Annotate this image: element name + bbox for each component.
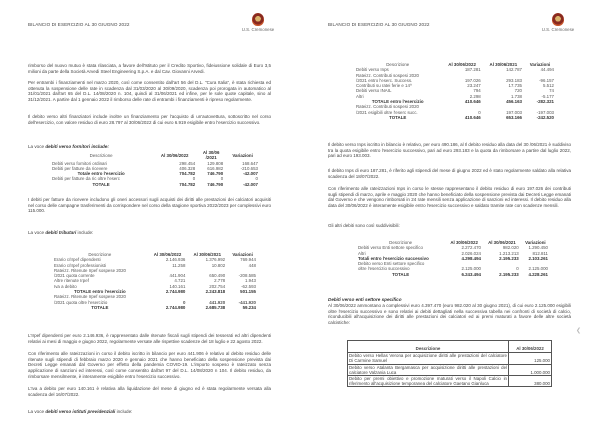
table-cell: 2.026.024 [461, 250, 481, 256]
previdenziali-note-2: Il debito Inps di euro 187.281, è riferito agli stipendi del mese di giugno 2022 ed è stato regolarmente saldato alla relativa scadenza del 18/07/2022. [328, 168, 571, 179]
table-row-total [354, 115, 556, 120]
table-cell: 44.494 [540, 67, 554, 73]
table-cell: Al 30/06/2021 [488, 240, 516, 245]
table-cell: 187.281 [464, 67, 481, 73]
table-cell: Al 30/06/2022 [450, 240, 478, 245]
table-cell: Rateizz. Contributi sospesi 2020 [356, 104, 419, 110]
tributari-note-1: L'Irpef dipendenti per euro 2.146.936, è rappresentato dalle ritenute fiscali sugli stipendi dei tesserati ed altri dipendenti relativi ai mesi di maggio e giugno 2022, regolarmente versate alle rispettive scadenze del 18 luglio e 22 agosto 2022. [28, 333, 271, 344]
table-cell: Debito verso Enti settore specifico [358, 261, 425, 267]
enti-detail-table [347, 340, 552, 387]
table-cell: Iva a debito [54, 283, 77, 289]
table-cell: TOTALE [392, 271, 410, 277]
previdenziali-note-4: Gli altri debiti sono così suddivisibili: [328, 223, 400, 228]
table-cell: Contributi su ratei ferie e 14^ [356, 83, 412, 89]
table-cell: -242.520 [536, 114, 554, 120]
table-cell: 197.003 [506, 109, 522, 115]
table-row [348, 364, 552, 375]
table-cell: Debito verso Hellas Verona per acquisizione diritti alle prestazioni del calciatore Di Carmine Samuel [349, 353, 507, 364]
table-cell: 6.243.494 [461, 271, 481, 277]
table-cell: 74 [549, 88, 554, 94]
table-cell: -282.321 [536, 99, 554, 105]
tributari-note-2: Con riferimento alle rateizzazioni in corso il debito iscritto in bilancio per euro 441.906 è relativo al debito residuo delle ritenute sugli stipendi di febbraio marzo 2020 e gennaio 2021 che hanno beneficiato della sospensione prevista dai Decreti Legge emanati dal Governo per effetto della pandemia COVID-19. L'importo sospeso è rateizzato senza applicazione di sanzioni ed interessi, così come consentito dall'art 97 del D.L. 14/08/2020 n 104. Il debito residuo, da rimborsare mensilmente, è interamente esigibile entro l'esercizio successivo. [28, 351, 271, 379]
table-cell: 2.103.261 [528, 255, 548, 261]
table-cell: 2.744.980 [165, 304, 186, 310]
club-name: U.S. Cremonese [241, 27, 275, 32]
enti-section-title: Debiti verso enti settore specifico [328, 297, 402, 302]
table-cell: 769.944 [240, 257, 256, 263]
table-cell: 298.454 [179, 160, 196, 166]
table-cell: 4.721 [174, 278, 186, 284]
table-cell: 441.920 [209, 299, 226, 305]
table-row [348, 341, 552, 353]
col-header: Al 30/06/2022 [160, 152, 189, 158]
table-cell: 650.490 [209, 273, 226, 279]
table-cell: 653.166 [506, 114, 522, 120]
table-cell: Altri [358, 250, 366, 256]
table-cell: 1.290.450 [528, 245, 548, 251]
table-cell: 5.512 [543, 83, 554, 89]
table-cell: 746.790 [207, 181, 224, 187]
fornitori-note: I debiti per fatture da ricevere includono gli oneri accessori sugli acquisti dei diritti alle prestazioni dei calciatori acquisiti nel corso delle campagne trasferimenti da corrispondere nel corso della stagione sportiva 2022/2023 per complessivi euro 115.000. [28, 197, 271, 214]
col-header: Variazioni [232, 152, 253, 158]
table-cell: TOTALE [91, 304, 109, 310]
col-header: Al 30/06/2022 [509, 341, 552, 353]
table-cell: /2021 entro l'eserc. Success. [356, 77, 413, 83]
table-cell: -5.177 [541, 93, 554, 99]
table-cell: TOTALE [92, 181, 110, 187]
table-cell: 501.155 [240, 289, 256, 295]
table-cell: oltre l'esercizio successivo [358, 266, 410, 272]
table-cell: Debiti per fatture da ric oltre l'eserc [52, 176, 120, 182]
table-cell: 2.685.738 [205, 304, 226, 310]
intro-paragraph-2: Per entrambi i finanziamenti nel marzo 2020, così come consentito dall'art 56 del D.L. "Cura Italia", è stata richiesta ed ottenuta la sospensione delle rate in scadenza dal 31/03/2020 al 30/09/2020, scadenza poi prorogata in automatico al 31/01/2021 dall'art 65 del D.L. 14/08/2020 n. 104, quindi al 31/06/2021 ed infine, per le sole quote capitale, sino al 31/12/2021. A partire dal 1 gennaio 2022 il rimborso delle rate di entrambi i finanziamenti è ripreso regolarmente. [28, 80, 271, 103]
tributari-table [52, 252, 258, 310]
table-cell: Erario c/Irpef dipendenti [54, 257, 101, 263]
table-cell: 23.247 [467, 83, 481, 89]
table-cell: 410.646 [464, 99, 481, 105]
table-cell: 0 [192, 176, 196, 182]
table-cell: 142.787 [506, 67, 522, 73]
table-cell: 2.272.470 [461, 245, 481, 251]
table-cell: Variazioni [525, 240, 546, 245]
table-cell: Debito verso Atalanta Bergamasca per acquisizione diritti alle prestazioni del calciatore Valzania Luca [349, 364, 507, 375]
table-cell: 202.754 [209, 283, 226, 289]
tributari-note-3: L'Iva a debito per euro 140.161 è relativa alla liquidazione del mese di giugno ed è stata regolarmente versata alla scadenza del 16/07/2022. [28, 386, 271, 397]
table-cell: 2.125.000 [461, 266, 481, 272]
table-cell: 2.125.000 [528, 266, 548, 272]
table-row [50, 150, 260, 161]
table-cell: 410.646 [464, 114, 481, 120]
page-turn-arrow-icon[interactable]: ❮ [576, 328, 582, 334]
table-cell: 2.744.980 [165, 289, 186, 295]
table-cell: 448 [248, 262, 256, 268]
table-cell: -441.920 [238, 299, 256, 305]
club-logo [540, 13, 576, 32]
table-cell: 10.802 [211, 262, 226, 268]
table-cell: 2.243.818 [205, 289, 226, 295]
table-cell: 456.163 [506, 99, 522, 105]
previdenziali-note-3: Con riferimento alle rateizzazioni Inps in corso le stesse rappresentano il debito residuo di euro 197.026 dei contributi sugli stipendi di marzo, aprile e maggio 2020 che hanno beneficiato della sospensione prevista dai Decreti Legge emanati dal Governo e che vengono rimborsati in 24 rate mensili senza applicazione di sanzioni ed interessi. Il debito residuo alla data del 30/06/2022 è interamente esigibile entro l'esercizio successivo e saldato tramite rate con scadenze mensili. [328, 186, 571, 209]
table-cell: 2.298 [469, 93, 481, 99]
table-cell: 168.647 [242, 160, 258, 166]
header-title: BILANCIO DI ESERCIZIO AL 30 GIUGNO 2022 [28, 22, 130, 27]
table-cell: -62.593 [241, 283, 256, 289]
crest-icon [552, 13, 564, 26]
table-cell: Al 30/06/2022 [448, 62, 476, 67]
table-cell: Debito per premi obiettivo e promozione maturati verso il Napoli Calcio in riferimento all'acquisizione temporanea del calciatore Gaetano Gianluca [349, 376, 507, 387]
table-row-total [52, 305, 258, 310]
col-header: Al 30/06 /2021 [202, 150, 220, 161]
table-cell: 1.000.000 [509, 364, 552, 375]
table-cell: 1.213.213 [499, 250, 519, 256]
table-row-total [50, 182, 260, 187]
table-cell: Debiti per fatture da ricevere [52, 165, 108, 171]
fornitori-table [50, 150, 260, 187]
table-cell: 125.000 [509, 353, 552, 364]
table-cell: 441.904 [169, 273, 186, 279]
altri-debiti-table [356, 240, 550, 277]
table-cell: TOTALE [389, 114, 407, 120]
previdenziali-note-1: Il debito verso Inps iscritto in bilancio è relativo, per euro 490.186, al Il debito residuo alla data del 30 /06/2021 è suddiviso tra la quota esigibile entro l'esercizio successivo, pari ad euro 293.183 e la quota da rimborsare a partire dal luglio 2022, pari ad euro 193.003. [328, 142, 571, 159]
previdenziali-caption: La voce debiti verso istituti previdenziali include: [28, 409, 133, 414]
table-cell: Variazioni [232, 252, 253, 257]
table-cell: 982.020 [502, 245, 519, 251]
table-cell: -42.007 [243, 171, 258, 177]
table-cell: Al 30/06/2021 [489, 62, 518, 67]
table-cell: 0 [182, 299, 186, 305]
table-cell: 380.000 [509, 376, 552, 387]
table-cell: 812.811 [532, 250, 548, 256]
table-cell: 406.328 [179, 165, 196, 171]
table-cell: Debiti verso fornitori ordinari [52, 160, 107, 166]
table-cell: 0 [220, 176, 224, 182]
table-cell: -42.007 [243, 181, 258, 187]
table-cell: 1.738 [510, 93, 522, 99]
table-cell: Debiti verso Inps [356, 67, 389, 73]
table-cell: 59.234 [242, 304, 256, 310]
table-cell: 197.026 [464, 77, 481, 83]
table-cell: 0 [516, 266, 519, 272]
crest-icon [252, 13, 264, 26]
table-cell: Rateizz. Ritenute Irpef sospese 2020 [54, 267, 126, 273]
table-cell: /2021 quota oltre l'esercizio [54, 299, 108, 305]
table-cell: 17.735 [508, 83, 522, 89]
table-cell: Totali entro l'esercizio successivo [358, 255, 429, 261]
table-cell: TOTALE entro l'esercizio [74, 289, 126, 295]
table-row [348, 353, 552, 364]
intro-paragraph-1: rimborso del nuovo mutuo è stata rilasciata, a favore dell'Istituto per il Credito Sportivo, fideiussione solidale di Euro 3,5 milioni da parte della Società Arvedi Steel Engineering S.p.A. e dal Cav. Giovanni Arvedi. [28, 63, 271, 74]
table-cell: Descrizione [389, 240, 413, 245]
table-cell: Altri [356, 93, 364, 99]
table-cell: 129.808 [207, 160, 224, 166]
table-cell: Variazioni [529, 62, 551, 67]
table-cell: 794 [473, 88, 481, 94]
table-cell: 11.258 [172, 262, 186, 268]
table-cell: 0 [478, 109, 481, 115]
table-cell: /2021 quota corrente [54, 273, 95, 279]
table-cell: 1.376.992 [205, 257, 226, 263]
table-cell: 4.228.261 [528, 271, 548, 277]
previdenziali-table [354, 62, 556, 120]
table-cell: Totale entro l'esercizio [77, 171, 125, 177]
table-cell: 2.195.233 [499, 271, 519, 277]
header-title: BILANCIO DI ESERCIZIO AL 30 GIUGNO 2022 [328, 22, 430, 27]
table-cell: Debiti verso INAIL [356, 88, 392, 94]
tributari-caption: La voce debiti tributari include: [28, 230, 94, 235]
table-cell: 2.195.233 [499, 255, 519, 261]
table-cell: 293.183 [506, 77, 522, 83]
intro-paragraph-3: Il debito verso altri finanziatori include inoltre un finanziamento per l'acquisto di un'autovettura, sottoscritto nel corso dell'esercizio, con valore residuo di euro 28.797 al 30/06/2022 di cui euro 6.919 esigibile entro l'esercizio successivo. [28, 114, 271, 125]
club-logo [240, 13, 276, 32]
table-cell: 720 [514, 88, 522, 94]
table-row-total [356, 272, 550, 277]
table-cell: 140.161 [169, 283, 186, 289]
table-cell: Descrizione [386, 62, 410, 67]
col-header: Descrizione [89, 152, 113, 158]
table-cell: 616.982 [207, 165, 224, 171]
table-cell: 704.782 [179, 171, 196, 177]
fornitori-caption [28, 144, 109, 149]
col-header: Descrizione [348, 341, 509, 353]
table-cell: 0 [255, 176, 258, 182]
table-cell: 2.146.936 [165, 257, 186, 263]
table-row [348, 376, 552, 387]
table-cell: /2021 esigibili oltre l'eserc succ. [356, 109, 418, 115]
caption-bold: debiti verso fornitori include: [45, 144, 109, 149]
table-cell: Al 30/06/2022 [153, 252, 182, 257]
table-cell: -197.003 [536, 109, 554, 115]
table-cell: Rateizz. Ritenute Irpef sospese 2020 [54, 294, 126, 300]
table-cell: 1.943 [245, 278, 256, 284]
club-name: U.S. Cremonese [541, 27, 575, 32]
table-cell: Erario c/Irpef professionisti [54, 262, 106, 268]
enti-section-body: Al 30/06/2022 ammontano a complessivi euro 4.397.470 (euro 982.020 al 30 giugno 2021), di cui euro 2.125.000 esigibili oltre l'esercizio successivo e sono relativi ai debiti dettagliati nella successiva tabella nei confronti di società di calcio, riconducibili all'acquisizione dei diritti alle prestazioni dei calciatori ed ai premi maturati a favore delle altre società calcistiche: [328, 303, 571, 326]
table-cell: Descrizione [88, 252, 112, 257]
caption-prefix: La voce [28, 144, 46, 149]
table-cell: Altre ritenute Irpef [54, 278, 89, 284]
table-cell: 704.782 [179, 181, 196, 187]
table-cell: Rateizz. Contributi sospesi 2020 [356, 72, 419, 78]
table-cell: -208.585 [238, 273, 256, 279]
table-cell: 4.298.494 [461, 255, 481, 261]
table-cell: Al 30/06/2021 [193, 252, 222, 257]
table-cell: -96.157 [539, 77, 554, 83]
table-cell: Debiti verso Enti settore specifico [358, 245, 423, 251]
table-cell: TOTALE entro l'esercizio [371, 99, 424, 105]
table-cell: 2.778 [214, 278, 226, 284]
right-page [300, 0, 600, 424]
table-cell: -210.653 [240, 165, 258, 171]
table-cell: 746.790 [207, 171, 224, 177]
